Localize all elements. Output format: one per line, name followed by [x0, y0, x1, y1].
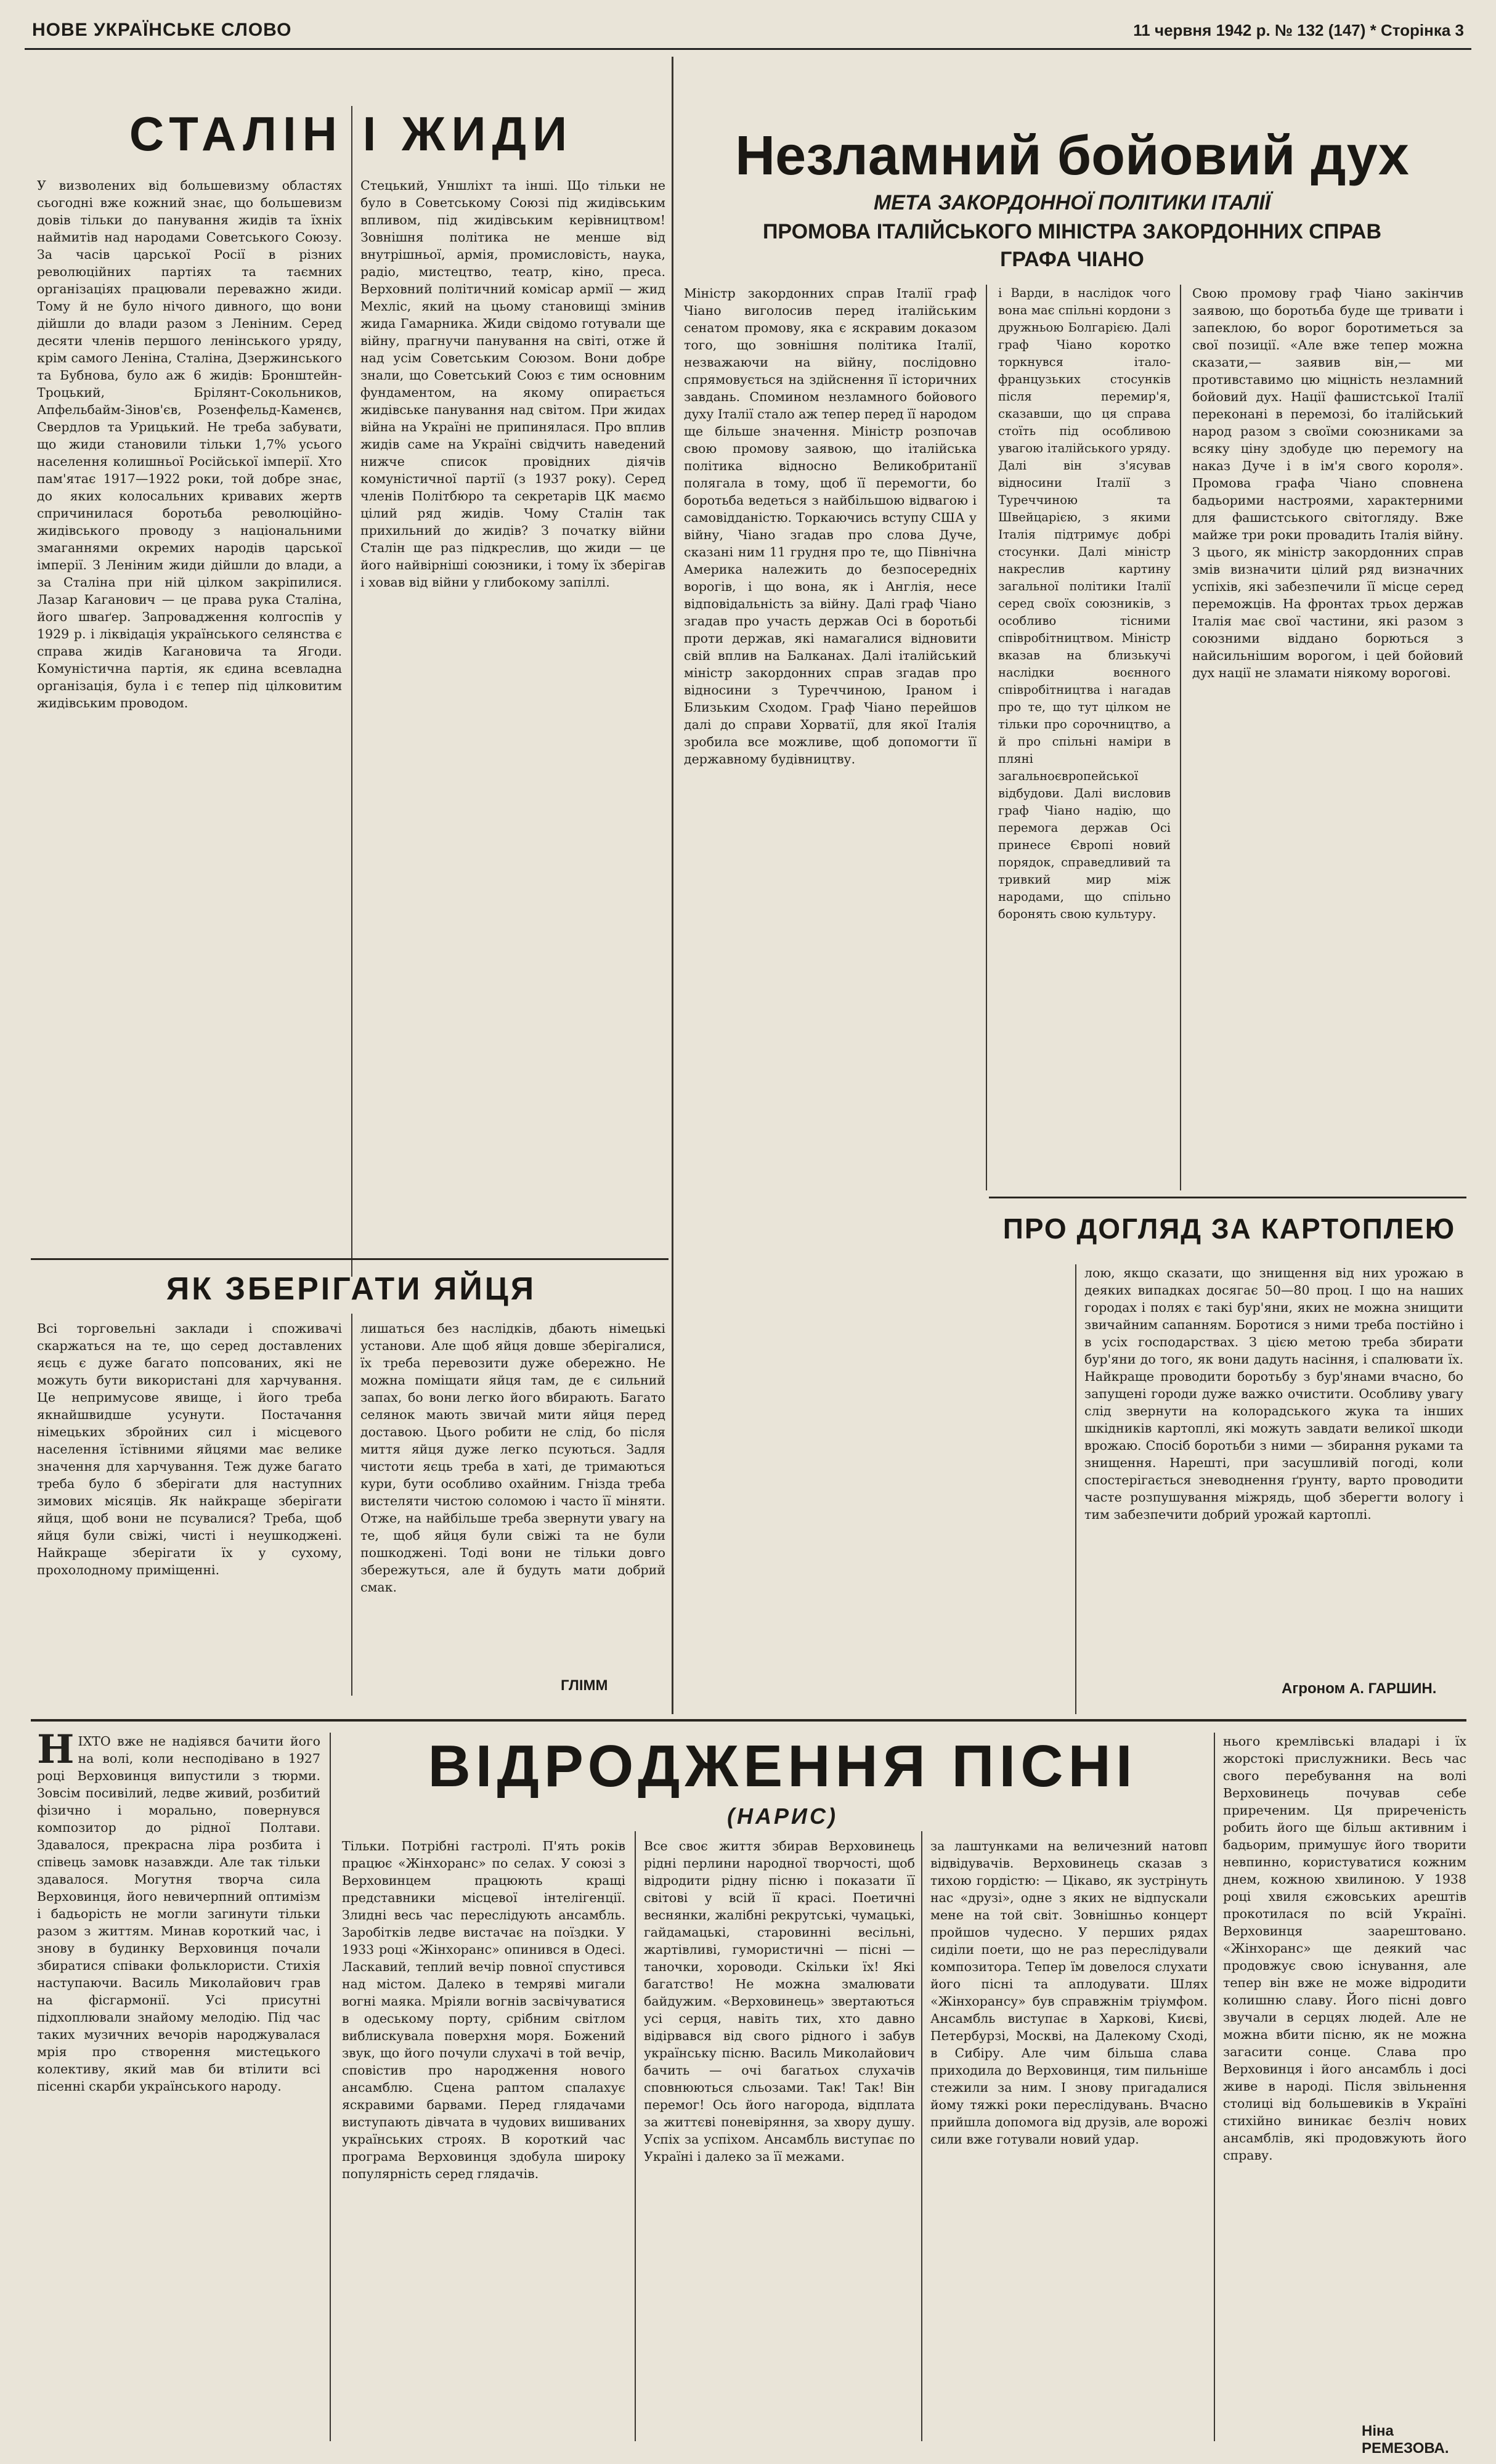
section-divider [989, 1197, 1466, 1198]
issue-info: 11 червня 1942 р. № 132 (147) * Сторінка 3 [1133, 21, 1464, 39]
article-title-stalin: СТАЛІН І ЖИДИ [129, 107, 574, 161]
article-body-potato-col2: лою, якщо сказати, що знищення від них урожаю в деяких випадках досягає 50—80 проц. І що на наших городах і полях є такі бур'яни, яких не можна знищити звичайним сапанням. Боротися з ними треба постійно і в усіх господарствах. З цією метою треба збирати бур'яни до того, як вони дадуть насіння, і спалювати їх. Найкраще проводити боротьбу з бур'янами вчасно, бо запущені городи дуже важко очистити. Особливу увагу слід звернути на колорадського жука та інших шкідників картоплі, які можуть завдати великої шкоди врожаю. Спосіб боротьби з ними — збирання руками та знищення. Нарешті, при засушливій погоді, коли спостерігається зневоднення ґрунту, варто проводити часте розпушування міжрядь, щоб зберегти вологу і тим забезпечити добрий урожай картоплі. [1084, 1266, 1463, 1522]
article-title-song: ВІДРОДЖЕННЯ ПІСНІ [428, 1733, 1137, 1799]
article-title-eggs: ЯК ЗБЕРІГАТИ ЯЙЦЯ [166, 1271, 537, 1307]
article-title-italy: Незламний бойовий дух [735, 125, 1409, 187]
column-rule [1075, 1264, 1076, 1714]
column-rule [986, 285, 987, 1190]
section-divider [31, 1258, 669, 1260]
column-rule [921, 1831, 922, 2441]
masthead [25, 14, 1471, 50]
article-body-stalin-col2: Стецький, Уншліхт та інші. Що тільки не було в Советському Союзі під жидівським впливом, під жидівським керівництвом! Зовнішня політика не менше від внутрішньої, армія, промисловість, наука, радіо, мистецтво, театр, кіно, преса. Верховний політичний комісар армії — жид Мехліс, який на цьому становищі змінив жида Гамарника. Жиди свідомо готували ще війну, прагнучи панування на світі, отже й над усім Советським Союзом. Вони добре знали, що Советський Союз є тим основним фундаментом, на якому опирається жидівське панування над світом. При жидах війна на Україні не припинялася. Про вплив жидів саме на Україні свідчить наведений нижче список провідних діячів комуністичної партії (з 1937 року). Серед членів Політбюро та секретарів ЦК маємо цілий ряд жидів. Чому Сталін так прихильний до жидів? З початку війни Сталін ще раз підкреслив, що жиди — це його найвірніші союзники, і тому їх зберігав і ховав від війни у глибокому запіллі. [360, 178, 665, 590]
article-body-italy-col3: Свою промову граф Чіано закінчив заявою, що боротьба буде ще тривати і запеклою, бо ворог боротиметься за свої позиції. «Але вже тепер можна сказати,— заявив він,— ми противставимо цю міцність незламний бойовий дух. Нації фашистської Італії переконані в перемозі, бо італійський народ разом з своїми союзниками за всяку ціну здобуде цю перемогу на наказ Дуче і в ім'я свого короля». Промова графа Чіано сповнена бадьорими настроями, характерними для фашистського світогляду. Вже майже три роки провадить Італія війну. З цього, як міністр закордонних справ змів визначити цілий ряд визначних успіхів, які забезпечили її місце серед переможців. На фронтах трьох держав Італія має свої частини, які разом з союзними віддано борються з найсильнішим ворогом, і цей бойовий дух нації не зламати ніякому ворогові. [1192, 286, 1463, 680]
article-body-eggs-col2: лишаться без наслідків, дбають німецькі установи. Але щоб яйця довше зберігалися, їх треба перевозити дуже обережно. Не можна поміщати яйця там, де є сильний запах, бо вони легко його вбирають. Багато селянок мають звичай мити яйця перед доставою. Цього робити не слід, бо після миття яйця дуже легко псуються. Задля чистоти яєць треба в хаті, де тримаються кури, бути особливо охайним. Гнізда треба вистеляти чистою соломою і часто її міняти. Отже, на найбільше треба звернути увагу на те, щоб яйця були свіжі та не були пошкоджені. Тоді вони не тільки довго збережуться, але й будуть мати добрий смак. [360, 1321, 665, 1595]
article-body-italy-col2: і Варди, в наслідок чого вона має спільні кордони з дружньою Болгарією. Далі граф Чіано коротко торкнувся італо-французьких стосунків після перемир'я, сказавши, що ця справа стоїть під особливою увагою італійського уряду. Далі він з'ясував відносини Італії з Туреччиною та Швейцарією, з якими Італія підтримує добрі стосунки. Далі міністр накреслив картину загальної політики Італії серед своїх союзників, з особливо тісними співробітництвом. Міністр вказав на близькучі наслідки воєнного співробітництва і нагадав про те, що тут цілком не тільки про сорочництво, а й про спільні наміри в пляні загальноєвропейської відбудови. Далі висловив граф Чіано надію, що перемога держав Осі принесе Європі новий порядок, справедливий та тривкий мир між народами, що спільно боронять свою культуру. [998, 286, 1171, 921]
column-rule [330, 1733, 331, 2441]
section-divider [31, 1719, 1466, 1722]
article-body-eggs-col1: Всі торговельні заклади і споживачі скаржаться на те, що серед доставлених яєць є дуже багато попсованих, які не можуть бути використані для харчування. Це непримусове явище, і його треба якнайшвидше усунути. Постачання німецьких збройних сил і місцевого населення їстівними яйцями має велике значення для харчування. Теж дуже багато треба було б зберігати для наступних зимових місяців. Як найкраще зберігати яйця, щоб вони не псувалися? Треба, щоб яйця були свіжі, чисті і неушкоджені. Найкраще зберігати їх у сухому, прохолодному приміщенні. [37, 1321, 342, 1577]
column-rule [351, 106, 352, 1277]
article-signature-eggs: ГЛІММ [561, 1677, 608, 1694]
column-rule [1180, 285, 1181, 1190]
article-body-song-col3: Все своє життя збирав Верховинець рідні перлини народної творчості, щоб відродити рідну пісню і показати її світові у всій її красі. Поетичні веснянки, жалібні рекрутські, чумацькі, гайдамацькі, старовинні весільні, жартівливі, гумористичні — пісні — таночки, хороводи. Скільки їх! Які багатство! Не можна змалювати байдужим. «Верховинець» звертаються усі серця, навіть тих, хто давно відірвався від свого рідного і забув українську пісню. Василь Миколайович бачить — очі багатьох слухачів сповнюються сльозами. Так! Так! Він перемог! Ось його нагорода, відплата за життєві поневіряння, за хвору душу. Успіх за успіхом. Ансамбль виступає по Україні і далеко за її межами. [644, 1839, 915, 2164]
drop-cap: Н [37, 1733, 75, 1773]
article-signature-song: Ніна РЕМЕЗОВА. [1362, 2423, 1449, 2457]
column-rule [351, 1314, 352, 1696]
column-rule [672, 57, 673, 1714]
article-subtitle-italy-1: МЕТА ЗАКОРДОННОЇ ПОЛІТИКИ ІТАЛІЇ [873, 191, 1271, 214]
article-body-song-col5: нього кремлівські владарі і їх жорстокі прислужники. Весь час свого перебування на волі Верховинець почував себе приреченим. Ця приреченість робить його ще більш активним і бадьорим, примушує його творити невпинно, користуватися кожним днем, кожною хвилиною. У 1938 році хвиля єжовських арештів прокотилася по всій Україні. Верховинця заарештовано. «Жінхоранс» ще деякий час продовжує свою існування, але тепер він вже не може відродити колишню славу. Його пісні довго звучали в серцях людей. Але не можна вбити пісню, як не можна загасити сонце. Слава про Верховинця і його ансамбль і досі живе в народі. Після звільнення столиці від большевиків в Україні стихійно виникає безліч нових ансамблів, які продовжують його справу. [1223, 1734, 1466, 2163]
article-subtitle-italy-2: ПРОМОВА ІТАЛІЙСЬКОГО МІНІСТРА ЗАКОРДОННИХ СПРАВ [762, 220, 1382, 243]
article-body-song-col1-text: ІХТО вже не надіявся бачити його на волі, коли несподівано в 1927 році Верховинця випустили з тюрми. Зовсім посивілий, ледве живий, розбитий фізично і морально, повернувся композитор до рідної Полтави. Здавалося, прекрасна ліра розбита і співець замовк назавжди. Але так тільки здавалося. Могутня творча сила Верховинця, його невичерпний оптимізм і бадьорість не могли загинути тільки разом з життям. Минав короткий час, і знову в будинку Верховинця почали збиратися співаки фольклористи. Стихія наступаючи. Василь Миколайович грав на фісгармонії. Усі присутні підхоплювали знайому мелодію. Під час таких музичних вечорів народжувалася мрія про створення мистецького колективу, який мав би втілити всі пісенні скарби українського народу. [37, 1734, 320, 2094]
article-body-song-col2: Тільки. Потрібні гастролі. П'ять років працює «Жінхоранс» по селах. У союзі з Верховинцем працюють кращі представники місцевої інтелігенції. Злидні весь час переслідують ансамбль. Заробітків ледве вистачає на поїздки. У 1933 році «Жінхоранс» опинився в Одесі. Ласкавий, теплий вечір повної спустився над містом. Далеко в темряві мигали вогні маяка. Мріяли вогнів засвічуватися в одеському порту, срібним світлом виблискувала поверхня моря. Божений звук, що його почули слухачі в той вечір, сповістив про народження нового ансамблю. Сцена раптом спалахує яскравими барвами. Перед глядачами виступають дівчата в чудових вишиваних українських строях. В короткий час програма Верховинця здобула широку популярність серед глядачів. [342, 1839, 625, 2181]
article-body-italy-col1: Міністр закордонних справ Італії граф Чіано виголосив перед італійським сенатом промову, яка є яскравим доказом того, що зовнішня політика Італії, незважаючи на війну, послідовно спрямовується на здійснення її історичних завдань. Спомином незламного бойового духу Італії стало аж тепер перед її народом ще більше значення. Міністр розпочав свою промову заявою, що італійська політика відносно Великобританії полягала в тому, щоб її перемогти, бо боротьба ведеться з найбільшою відвагою і самовідданістю. Торкаючись вступу США у війну, Чіано згадав про слова Дуче, сказані ним 11 грудня про те, що Північна Америка належить до безпосередніх ворогів, і що вона, як і Англія, несе відповідальність за війну. Далі граф Чіано згадав про участь держав Осі в боротьбі проти держав, які намагалися відновити свій вплив на Балканах. Далі італійський міністр закордонних справ згадав про відносини з Туреччиною, Іраном і Близьким Сходом. Граф Чіано перейшов далі до справи Хорватії, для якої Італія зробила все можливе, щоб допомогти її державному будівництву. [684, 286, 977, 766]
column-rule [635, 1831, 636, 2441]
article-body-song-col1 [37, 1733, 320, 2441]
article-subtitle-song: (НАРИС) [727, 1803, 838, 1829]
column-rule [1214, 1733, 1215, 2441]
newspaper-page [25, 14, 1471, 2457]
article-body-stalin-col1: У визволених від большевизму областях сьогодні вже кожний знає, що большевизм довів тільки до панування жидів та їхніх наймитів над народами Советського Союзу. За часів царської Росії в різних революційних партіях та таємних організаціях працювали переважно жиди. Тому й не було нічого дивного, що вони дійшли до влади разом з Леніним. Серед десяти членів першого ленінського уряду, крім самого Леніна, Сталіна, Дзержинського та Бубнова, було аж 6 жидів: Бронштейн-Троцький, Брілянт-Сокольников, Апфельбайм-Зінов'єв, Розенфельд-Каменєв, Свердлов та Урицький. Не треба забувати, що жиди становили тільки 1,7% усього населення колишньої Російської імперії. Хто пам'ятає 1917—1922 роки, той добре знає, до яких колосальних кривавих жертв спричинилася боротьба революційно-жидівського проводу з національними змаганнями окремих народів царської імперії. З Леніним жиди дійшли до влади, а за Сталіна при ній цілком закріпилися. Лазар Каганович — це права рука Сталіна, його шваґер. Запровадження колгоспів у 1929 р. і ліквідація українського селянства є справа жидів Кагановича та Ягоди. Комуністична партія, як єдина всевладна організація, була і є тепер під цілковитим жидівським проводом. [37, 178, 342, 710]
article-body-song-col4: за лаштунками на величезний натовп відвідувачів. Верховинець сказав з тихою гордістю: — Цікаво, як зустрінуть нас «друзі», одне з яких не відпускали мене на той світ. Зовнішньо концерт пройшов чудесно. У перших рядах сиділи поети, що не раз переслідували композитора. Тепер їм довелося слухати його пісні та аплодувати. Шлях «Жінхорансу» був справжнім тріумфом. Ансамбль виступає в Харкові, Києві, Петербурзі, Москві, на Далекому Сході, в Сибіру. Але чим більша слава приходила до Верховинця, тим пильніше стежили за ним. І знову пригадалися йому тяжкі роки переслідувань. Вчасно прийшла допомога від друзів, але ворожі сили вже готували новий удар. [930, 1839, 1208, 2147]
article-subtitle-italy-3: ГРАФА ЧІАНО [1000, 248, 1144, 271]
article-title-potato: ПРО ДОГЛЯД ЗА КАРТОПЛЕЮ [1002, 1213, 1456, 1245]
article-signature-potato: Агроном А. ГАРШИН. [1282, 1680, 1437, 1697]
paper-name: НОВЕ УКРАЇНСЬКЕ СЛОВО [32, 20, 292, 40]
